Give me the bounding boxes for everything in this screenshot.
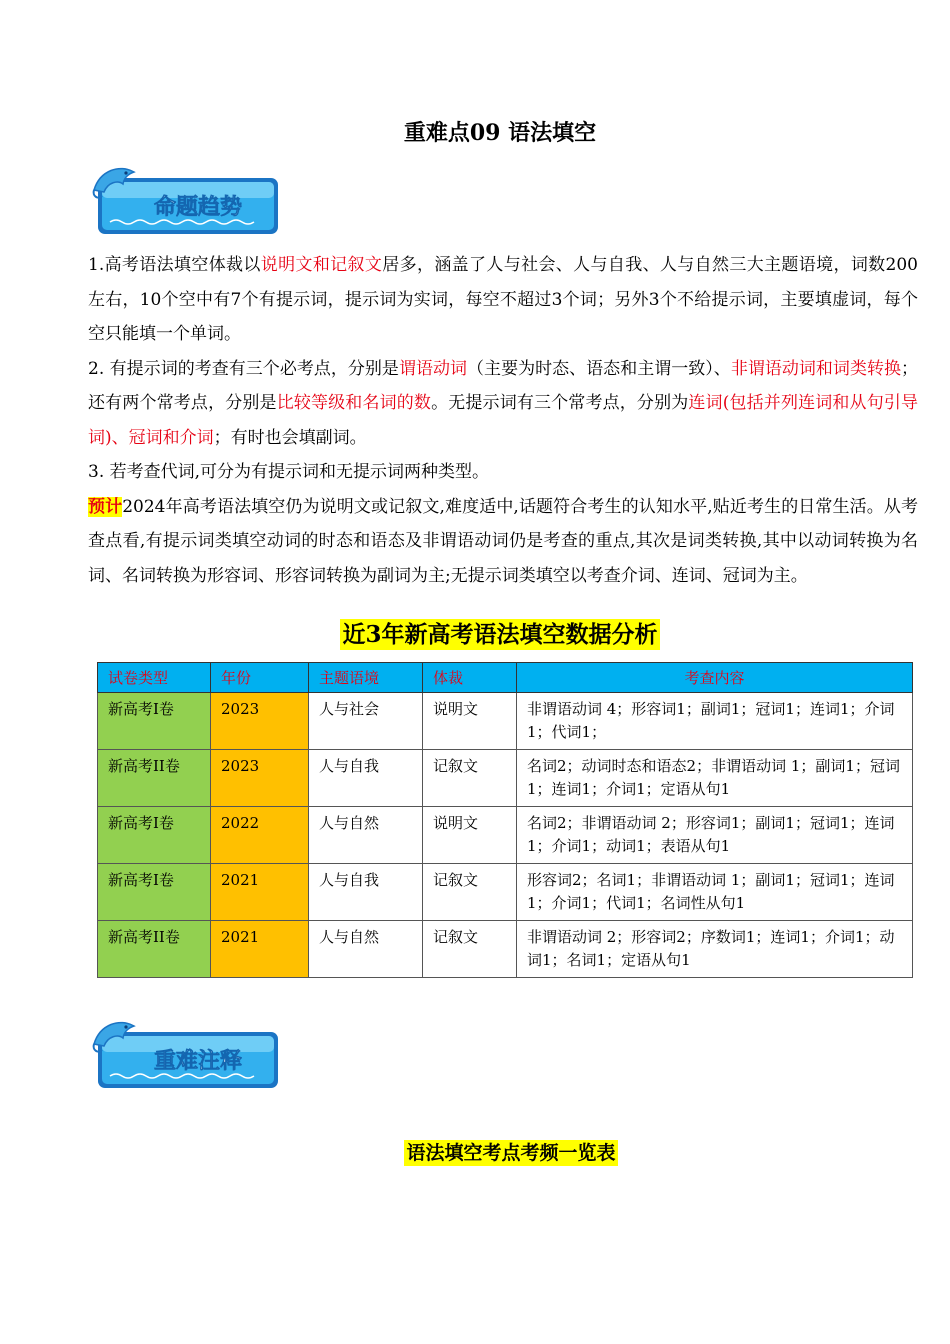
cell-genre: 说明文 <box>423 693 517 750</box>
paragraph-2-text-2: （主要为时态、语态和主谓一致）、 <box>467 358 731 379</box>
cell-theme: 人与自然 <box>309 921 423 978</box>
cell-content: 非谓语动词 4；形容词1；副词1；冠词1；连词1；介词1；代词1； <box>517 693 913 750</box>
prediction-label: 预计 <box>88 496 123 517</box>
prediction-text: 2024年高考语法填空仍为说明文或记叙文,难度适中,话题符合考生的认知水平,贴近考生的日常生活。从考查点看,有提示词类填空动词的时态和语态及非谓语动词仍是考查的重点,其次是词类转换,其中以动词转换为名词、名词转换为形容词、形容词转换为副词为主;无提示词类填空以考查介词、连词、冠词为主。 <box>88 496 918 586</box>
paragraph-2-red-2: 非谓语动词和词类转换 <box>730 358 902 379</box>
paragraph-2 <box>88 352 918 456</box>
cell-paper-type: 新高考II卷 <box>98 921 211 978</box>
paragraph-2-text-5: ；有时也会填副词。 <box>213 427 367 448</box>
table-header-row <box>98 663 913 693</box>
cell-theme: 人与自我 <box>309 750 423 807</box>
cell-year: 2021 <box>211 921 309 978</box>
paragraph-2-text: 2. 有提示词的考查有三个必考点，分别是 <box>88 358 399 379</box>
cell-genre: 记叙文 <box>423 864 517 921</box>
table-row <box>98 750 913 807</box>
cell-theme: 人与社会 <box>309 693 423 750</box>
paragraph-1-red: 说明文和记叙文 <box>260 255 383 275</box>
banner-explain-label: 重难注释 <box>153 1049 243 1074</box>
frequency-table-title-text: 语法填空考点考频一览表 <box>406 1142 616 1164</box>
cell-content: 非谓语动词 2；形容词2；序数词1；连词1；介词1；动词1；名词1；定语从句1 <box>517 921 913 978</box>
paragraph-2-red-4: 连词(包括并列连词和从句引导词)、冠词和介词 <box>88 393 919 448</box>
banner-trend <box>90 162 285 237</box>
cell-year: 2021 <box>211 864 309 921</box>
banner-explain <box>90 1016 285 1091</box>
cell-paper-type: 新高考I卷 <box>98 864 211 921</box>
paragraph-1 <box>88 248 918 352</box>
page-title: 重难点09 语法填空 <box>403 120 597 146</box>
banner-trend-label: 命题趋势 <box>153 195 243 220</box>
table-row <box>98 807 913 864</box>
cell-paper-type: 新高考I卷 <box>98 693 211 750</box>
cell-content: 名词2；动词时态和语态2；非谓语动词 1；副词1；冠词1；连词1；介词1；定语从句1 <box>517 750 913 807</box>
header-genre: 体裁 <box>423 663 517 693</box>
cell-year: 2023 <box>211 750 309 807</box>
header-content: 考查内容 <box>517 663 913 693</box>
table-title-text: 近3年新高考语法填空数据分析 <box>342 621 658 648</box>
cell-content: 名词2；非谓语动词 2；形容词1；副词1；冠词1；连词1；介词1；动词1；表语从句1 <box>517 807 913 864</box>
cell-paper-type: 新高考I卷 <box>98 807 211 864</box>
table-row <box>98 864 913 921</box>
paragraph-2-red-3: 比较等级和名词的数 <box>276 393 432 413</box>
paragraph-2-text-3: ；还有两个常考点，分别是 <box>88 358 919 413</box>
dolphin-banner-icon <box>90 162 285 237</box>
cell-genre: 说明文 <box>423 807 517 864</box>
paragraph-2-red-1: 谓语动词 <box>398 358 468 379</box>
dolphin-banner-icon <box>90 1016 285 1091</box>
cell-year: 2022 <box>211 807 309 864</box>
table-row <box>98 921 913 978</box>
cell-year: 2023 <box>211 693 309 750</box>
header-year: 年份 <box>211 663 309 693</box>
table-title <box>0 616 950 649</box>
cell-genre: 记叙文 <box>423 750 517 807</box>
cell-theme: 人与自然 <box>309 807 423 864</box>
paragraph-4 <box>88 490 918 594</box>
header-paper-type: 试卷类型 <box>98 663 211 693</box>
intro-section <box>88 248 918 593</box>
paragraph-1-text: 1.高考语法填空体裁以 <box>88 255 261 275</box>
cell-content: 形容词2；名词1；非谓语动词 1；副词1；冠词1；连词1；介词1；代词1；名词性从句1 <box>517 864 913 921</box>
table-row <box>98 693 913 750</box>
analysis-table <box>97 662 913 978</box>
paragraph-3: 3. 若考查代词,可分为有提示词和无提示词两种类型。 <box>88 462 490 482</box>
frequency-table-title <box>0 1138 950 1165</box>
cell-genre: 记叙文 <box>423 921 517 978</box>
paragraph-1-text-2: 居多，涵盖了人与社会、人与自我、人与自然三大主题语境，词数200左右，10个空中有7个有提示词，提示词为实词，每空不超过3个词；另外3个不给提示词，主要填虚词，每个空只能填一个单词。 <box>88 255 918 344</box>
cell-paper-type: 新高考II卷 <box>98 750 211 807</box>
paragraph-2-text-4: 。无提示词有三个常考点，分别为 <box>431 393 689 413</box>
header-theme: 主题语境 <box>309 663 423 693</box>
cell-theme: 人与自我 <box>309 864 423 921</box>
